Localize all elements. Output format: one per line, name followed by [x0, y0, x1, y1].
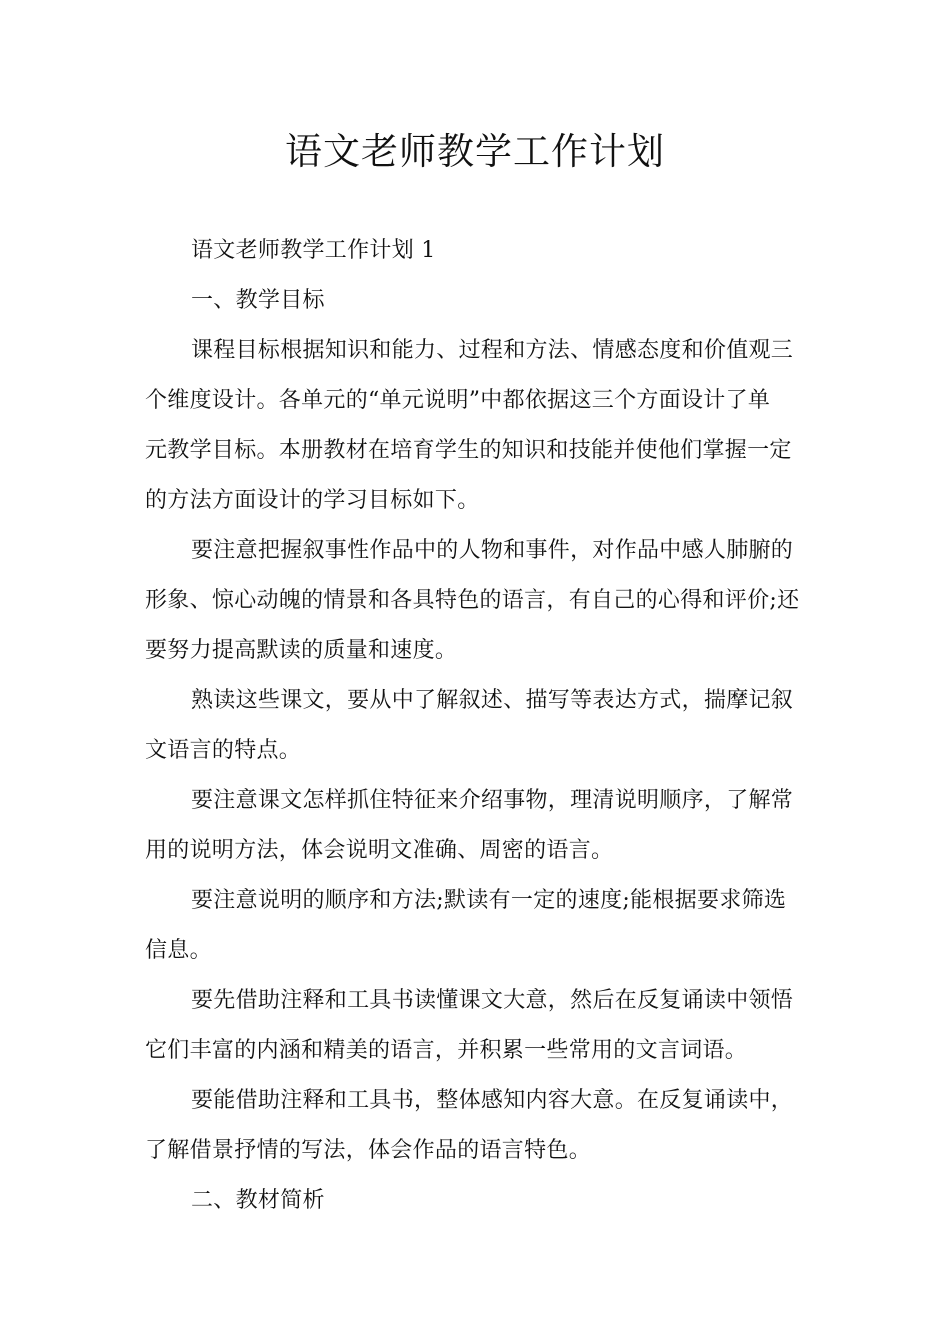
- text-line: 要先借助注释和工具书读懂课文大意，然后在反复诵读中领悟: [191, 988, 794, 1013]
- text-line: 语文老师教学工作计划 1: [191, 238, 436, 263]
- text-line: 它们丰富的内涵和精美的语言，并积累一些常用的文言词语。: [145, 1038, 748, 1063]
- text-line: 文语言的特点。: [145, 738, 302, 763]
- text-line: 形象、惊心动魄的情景和各具特色的语言，有自己的心得和评价;还: [145, 588, 800, 613]
- text-line: 熟读这些课文，要从中了解叙述、描写等表达方式，揣摩记叙: [191, 688, 794, 713]
- text-line: 课程目标根据知识和能力、过程和方法、情感态度和价值观三: [191, 338, 794, 363]
- text-line: 要能借助注释和工具书，整体感知内容大意。在反复诵读中，: [191, 1088, 794, 1113]
- text-line: 要注意课文怎样抓住特征来介绍事物，理清说明顺序，了解常: [191, 788, 794, 813]
- text-line: 了解借景抒情的写法，体会作品的语言特色。: [145, 1138, 592, 1163]
- text-line: 的方法方面设计的学习目标如下。: [145, 488, 480, 513]
- text-line: 一、教学目标: [191, 288, 325, 313]
- text-line: 二、教材简析: [191, 1188, 325, 1213]
- text-line: 要注意说明的顺序和方法;默读有一定的速度;能根据要求筛选: [191, 888, 787, 913]
- text-line: 个维度设计。各单元的“单元说明”中都依据这三个方面设计了单: [145, 388, 771, 413]
- document-body: [145, 226, 807, 1226]
- text-line: 用的说明方法，体会说明文准确、周密的语言。: [145, 838, 614, 863]
- document-title: 语文老师教学工作计划: [285, 130, 665, 173]
- text-line: 要努力提高默读的质量和速度。: [145, 638, 458, 663]
- text-line: 元教学目标。本册教材在培育学生的知识和技能并使他们掌握一定: [145, 438, 792, 463]
- text-line: 信息。: [145, 938, 212, 963]
- text-line: 要注意把握叙事性作品中的人物和事件，对作品中感人肺腑的: [191, 538, 794, 563]
